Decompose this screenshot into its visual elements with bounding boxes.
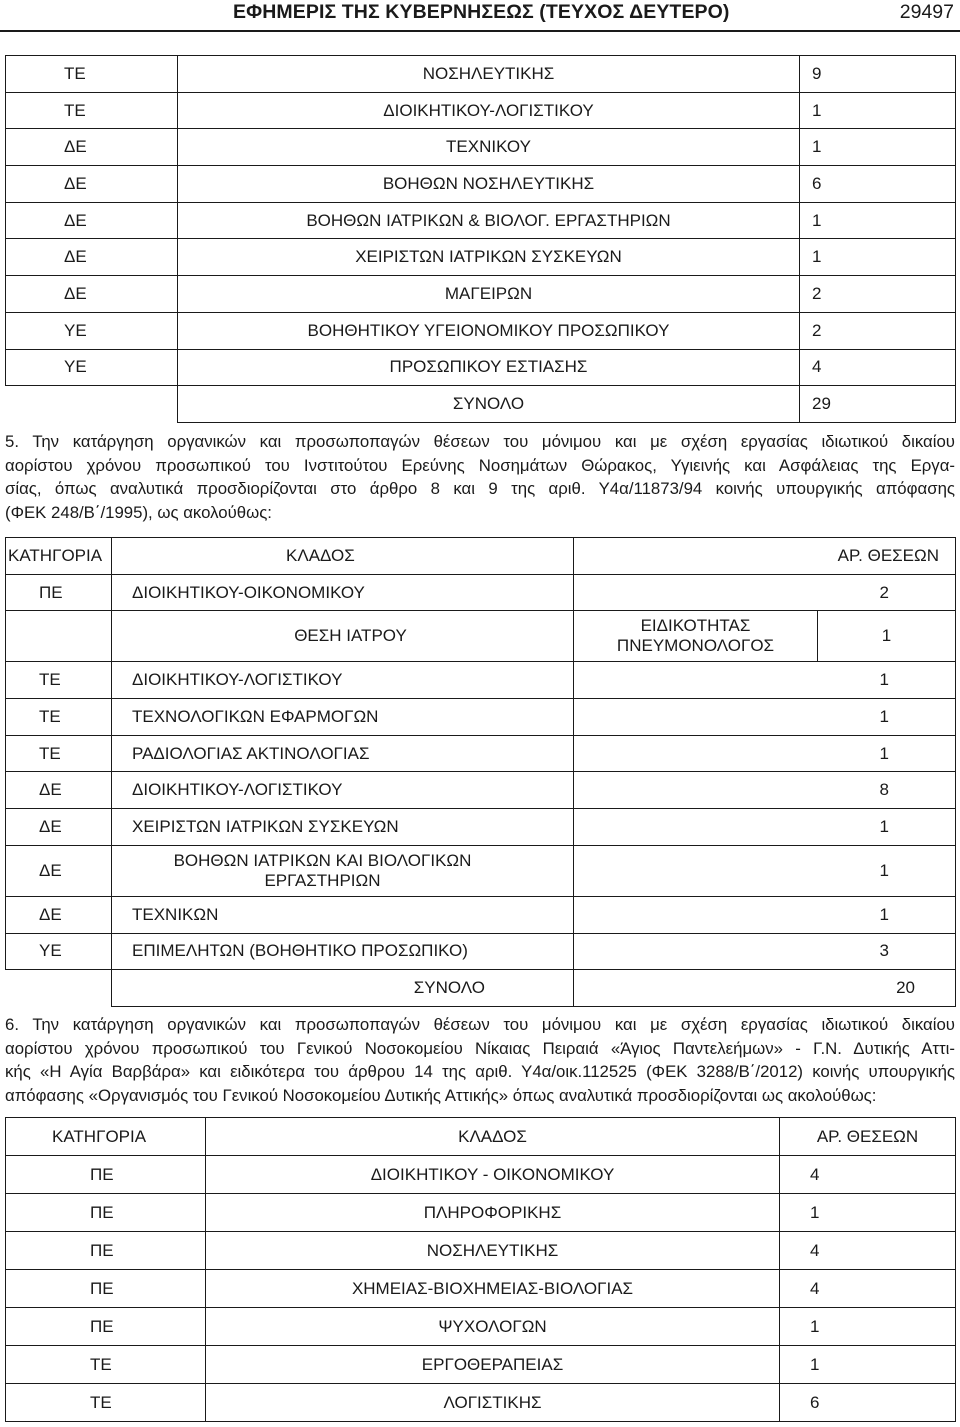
paragraph-line: 5. Την κατάργηση οργανικών και προσωποπαγών θέσεων του μόνιμου και με σχέση εργασίας ιδιωτικού δικαίου — [5, 432, 955, 451]
category-cell: ΥΕ — [6, 349, 178, 386]
total-count: 29 — [800, 386, 956, 423]
klados-cell: ΔΙΟΙΚΗΤΙΚΟΥ-ΛΟΓΙΣΤΙΚΟΥ — [112, 772, 574, 809]
table-row — [6, 896, 956, 933]
klados-cell: ΤΕΧΝΙΚΟΥ — [178, 129, 800, 166]
header-category: ΚΑΤΗΓΟΡΙΑ — [6, 1118, 206, 1156]
klados-cell: ΕΡΓΟΘΕΡΑΠΕΙΑΣ — [206, 1346, 780, 1384]
specialty-cell — [574, 611, 818, 662]
count-cell: 4 — [780, 1156, 956, 1194]
klados-cell: ΤΕΧΝΙΚΩΝ — [112, 896, 574, 933]
positions-table-2 — [5, 537, 956, 1007]
count-cell: 9 — [800, 56, 956, 93]
positions-table-1-body — [6, 56, 956, 386]
count-cell: 4 — [780, 1232, 956, 1270]
category-cell: ΔΕ — [6, 896, 112, 933]
page-number: 29497 — [899, 1, 954, 23]
table-row — [6, 166, 956, 203]
paragraph-line: αορίστου χρόνου προσωπικού του Ινστιτούτου Ερεύνης Νοσημάτων Θώρακος, Υγιεινής και Ασφάλειας της Εργα- — [5, 455, 955, 475]
table-header-row — [6, 538, 956, 575]
count-cell: 1 — [574, 809, 956, 846]
positions-table-1 — [5, 55, 956, 423]
category-cell: ΤΕ — [6, 1384, 206, 1422]
count-cell: 2 — [574, 574, 956, 611]
paragraph-line: σίας, όπως αναλυτικά προσδιορίζονται στο άρθρο 8 και 9 της αριθ. Υ4α/11873/94 κοινής υπουργικής απόφασης — [5, 479, 955, 498]
paragraph-line: αορίστου χρόνου προσωπικού του Γενικού Νοσοκομείου Νίκαιας Πειραιά «Άγιος Παντελεήμων» - Γ.Ν. Δυτικής Αττι- — [5, 1038, 955, 1058]
table-row — [6, 312, 956, 349]
category-cell: ΔΕ — [6, 166, 178, 203]
table-row — [6, 1270, 956, 1308]
category-cell: ΥΕ — [6, 312, 178, 349]
category-cell: ΤΕ — [6, 92, 178, 129]
blank-cell — [6, 386, 178, 423]
table-row — [6, 239, 956, 276]
table-row — [6, 276, 956, 313]
header-klados: ΚΛΑΔΟΣ — [112, 538, 574, 575]
header-klados: ΚΛΑΔΟΣ — [206, 1118, 780, 1156]
table-header-row — [6, 1118, 956, 1156]
count-cell: 1 — [574, 896, 956, 933]
count-cell: 1 — [800, 202, 956, 239]
klados-cell: ΘΕΣΗ ΙΑΤΡΟΥ — [112, 611, 574, 662]
category-cell: ΔΕ — [6, 129, 178, 166]
count-cell: 1 — [780, 1346, 956, 1384]
paragraph-line: απόφασης «Οργανισμός του Γενικού Νοσοκομείου Δυτικής Αττικής» όπως αναλυτικά προσδιορίζονται ως ακολούθως: — [5, 1085, 877, 1105]
table-row — [6, 1156, 956, 1194]
count-cell: 2 — [800, 276, 956, 313]
table-row — [6, 202, 956, 239]
paragraph-5 — [5, 430, 955, 524]
category-cell: ΔΕ — [6, 845, 112, 896]
count-cell: 1 — [574, 735, 956, 772]
klados-cell: ΒΟΗΘΩΝ ΙΑΤΡΙΚΩΝ & ΒΙΟΛΟΓ. ΕΡΓΑΣΤΗΡΙΩΝ — [178, 202, 800, 239]
count-cell: 2 — [800, 312, 956, 349]
count-cell: 1 — [780, 1194, 956, 1232]
header-count: ΑΡ. ΘΕΣΕΩΝ — [574, 538, 956, 575]
category-cell: ΔΕ — [6, 276, 178, 313]
table-row — [6, 1346, 956, 1384]
category-cell: ΔΕ — [6, 239, 178, 276]
table-row-doctor — [6, 611, 956, 662]
klados-cell: ΧΗΜΕΙΑΣ-ΒΙΟΧΗΜΕΙΑΣ-ΒΙΟΛΟΓΙΑΣ — [206, 1270, 780, 1308]
table-total-row — [6, 386, 956, 423]
total-label: ΣΥΝΟΛΟ — [112, 970, 574, 1007]
paragraph-line: κής «Η Αγία Βαρβάρα» και ειδικότερα του άρθρου 14 της αριθ. Υ4α/οικ.112525 (ΦΕΚ 3288/Β΄/2012) κοινής υπουργικής — [5, 1062, 955, 1081]
specialty-line: ΠΝΕΥΜΟΝΟΛΟΓΟΣ — [616, 636, 775, 656]
klados-cell: ΝΟΣΗΛΕΥΤΙΚΗΣ — [206, 1232, 780, 1270]
table-row — [6, 933, 956, 970]
positions-table-2-body-end — [6, 896, 956, 969]
klados-cell: ΡΑΔΙΟΛΟΓΙΑΣ ΑΚΤΙΝΟΛΟΓΙΑΣ — [112, 735, 574, 772]
category-cell: ΔΕ — [6, 809, 112, 846]
category-cell: ΤΕ — [6, 735, 112, 772]
klados-line: ΕΡΓΑΣΤΗΡΙΩΝ — [264, 870, 381, 890]
category-cell: ΠΕ — [6, 1194, 206, 1232]
table-row — [6, 574, 956, 611]
category-cell: ΠΕ — [6, 574, 112, 611]
table-row — [6, 699, 956, 736]
positions-table-3-body — [6, 1156, 956, 1422]
count-cell: 1 — [800, 239, 956, 276]
klados-cell: ΧΕΙΡΙΣΤΩΝ ΙΑΤΡΙΚΩΝ ΣΥΣΚΕΥΩΝ — [178, 239, 800, 276]
table-row — [6, 129, 956, 166]
count-cell: 1 — [574, 699, 956, 736]
category-cell: ΠΕ — [6, 1270, 206, 1308]
table-row — [6, 809, 956, 846]
category-cell: ΤΕ — [6, 56, 178, 93]
positions-table-3 — [5, 1117, 956, 1422]
klados-cell: ΔΙΟΙΚΗΤΙΚΟΥ-ΛΟΓΙΣΤΙΚΟΥ — [178, 92, 800, 129]
paragraph-6 — [5, 1013, 955, 1107]
klados-cell: ΒΟΗΘΩΝ ΝΟΣΗΛΕΥΤΙΚΗΣ — [178, 166, 800, 203]
category-cell: ΔΕ — [6, 202, 178, 239]
table-row — [6, 349, 956, 386]
klados-cell: ΧΕΙΡΙΣΤΩΝ ΙΑΤΡΙΚΩΝ ΣΥΣΚΕΥΩΝ — [112, 809, 574, 846]
total-count: 20 — [574, 970, 956, 1007]
positions-table-2-body — [6, 662, 956, 845]
page-header — [0, 0, 960, 32]
klados-cell: ΔΙΟΙΚΗΤΙΚΟΥ-ΟΙΚΟΝΟΜΙΚΟΥ — [112, 574, 574, 611]
header-category: ΚΑΤΗΓΟΡΙΑ — [6, 538, 112, 575]
table-row — [6, 772, 956, 809]
count-cell: 1 — [818, 611, 956, 662]
gazette-title: ΕΦΗΜΕΡΙΣ ΤΗΣ ΚΥΒΕΡΝΗΣΕΩΣ (ΤΕΥΧΟΣ ΔΕΥΤΕΡΟ) — [233, 1, 730, 23]
klados-cell: ΒΟΗΘΗΤΙΚΟΥ ΥΓΕΙΟΝΟΜΙΚΟΥ ΠΡΟΣΩΠΙΚΟΥ — [178, 312, 800, 349]
klados-line: ΒΟΗΘΩΝ ΙΑΤΡΙΚΩΝ ΚΑΙ ΒΙΟΛΟΓΙΚΩΝ — [173, 850, 472, 870]
category-cell — [6, 611, 112, 662]
klados-cell: ΔΙΟΙΚΗΤΙΚΟΥ - ΟΙΚΟΝΟΜΙΚΟΥ — [206, 1156, 780, 1194]
count-cell: 4 — [780, 1270, 956, 1308]
category-cell: ΤΕ — [6, 662, 112, 699]
count-cell: 1 — [800, 92, 956, 129]
table-row — [6, 56, 956, 93]
klados-cell: ΛΟΓΙΣΤΙΚΗΣ — [206, 1384, 780, 1422]
klados-cell: ΝΟΣΗΛΕΥΤΙΚΗΣ — [178, 56, 800, 93]
category-cell: ΠΕ — [6, 1232, 206, 1270]
count-cell: 1 — [800, 129, 956, 166]
count-cell: 6 — [780, 1384, 956, 1422]
total-label: ΣΥΝΟΛΟ — [178, 386, 800, 423]
category-cell: ΤΕ — [6, 699, 112, 736]
table-row — [6, 1384, 956, 1422]
table-row — [6, 662, 956, 699]
count-cell: 4 — [800, 349, 956, 386]
count-cell: 3 — [574, 933, 956, 970]
category-cell: ΔΕ — [6, 772, 112, 809]
category-cell: ΠΕ — [6, 1156, 206, 1194]
klados-cell: ΔΙΟΙΚΗΤΙΚΟΥ-ΛΟΓΙΣΤΙΚΟΥ — [112, 662, 574, 699]
blank-cell — [6, 970, 112, 1007]
count-cell: 8 — [574, 772, 956, 809]
klados-cell: ΨΥΧΟΛΟΓΩΝ — [206, 1308, 780, 1346]
klados-cell: ΜΑΓΕΙΡΩΝ — [178, 276, 800, 313]
klados-cell: ΠΛΗΡΟΦΟΡΙΚΗΣ — [206, 1194, 780, 1232]
specialty-line: ΕΙΔΙΚΟΤΗΤΑΣ — [640, 616, 751, 636]
klados-cell: ΤΕΧΝΟΛΟΓΙΚΩΝ ΕΦΑΡΜΟΓΩΝ — [112, 699, 574, 736]
table-row — [6, 92, 956, 129]
category-cell: ΠΕ — [6, 1308, 206, 1346]
paragraph-line: 6. Την κατάργηση οργανικών και προσωποπαγών θέσεων του μόνιμου και με σχέση εργασίας ιδιωτικού δικαίου — [5, 1015, 955, 1034]
count-cell: 1 — [574, 662, 956, 699]
category-cell: ΤΕ — [6, 1346, 206, 1384]
klados-cell — [112, 845, 574, 896]
count-cell: 1 — [780, 1308, 956, 1346]
table-row — [6, 1194, 956, 1232]
category-cell: ΥΕ — [6, 933, 112, 970]
table-row — [6, 1232, 956, 1270]
table-total-row — [6, 970, 956, 1007]
klados-cell: ΕΠΙΜΕΛΗΤΩΝ (ΒΟΗΘΗΤΙΚΟ ΠΡΟΣΩΠΙΚΟ) — [112, 933, 574, 970]
table-row — [6, 845, 956, 896]
count-cell: 1 — [574, 845, 956, 896]
klados-cell: ΠΡΟΣΩΠΙΚΟΥ ΕΣΤΙΑΣΗΣ — [178, 349, 800, 386]
table-row — [6, 1308, 956, 1346]
table-row — [6, 735, 956, 772]
count-cell: 6 — [800, 166, 956, 203]
paragraph-line: (ΦΕΚ 248/Β΄/1995), ως ακολούθως: — [5, 502, 272, 522]
header-count: ΑΡ. ΘΕΣΕΩΝ — [780, 1118, 956, 1156]
